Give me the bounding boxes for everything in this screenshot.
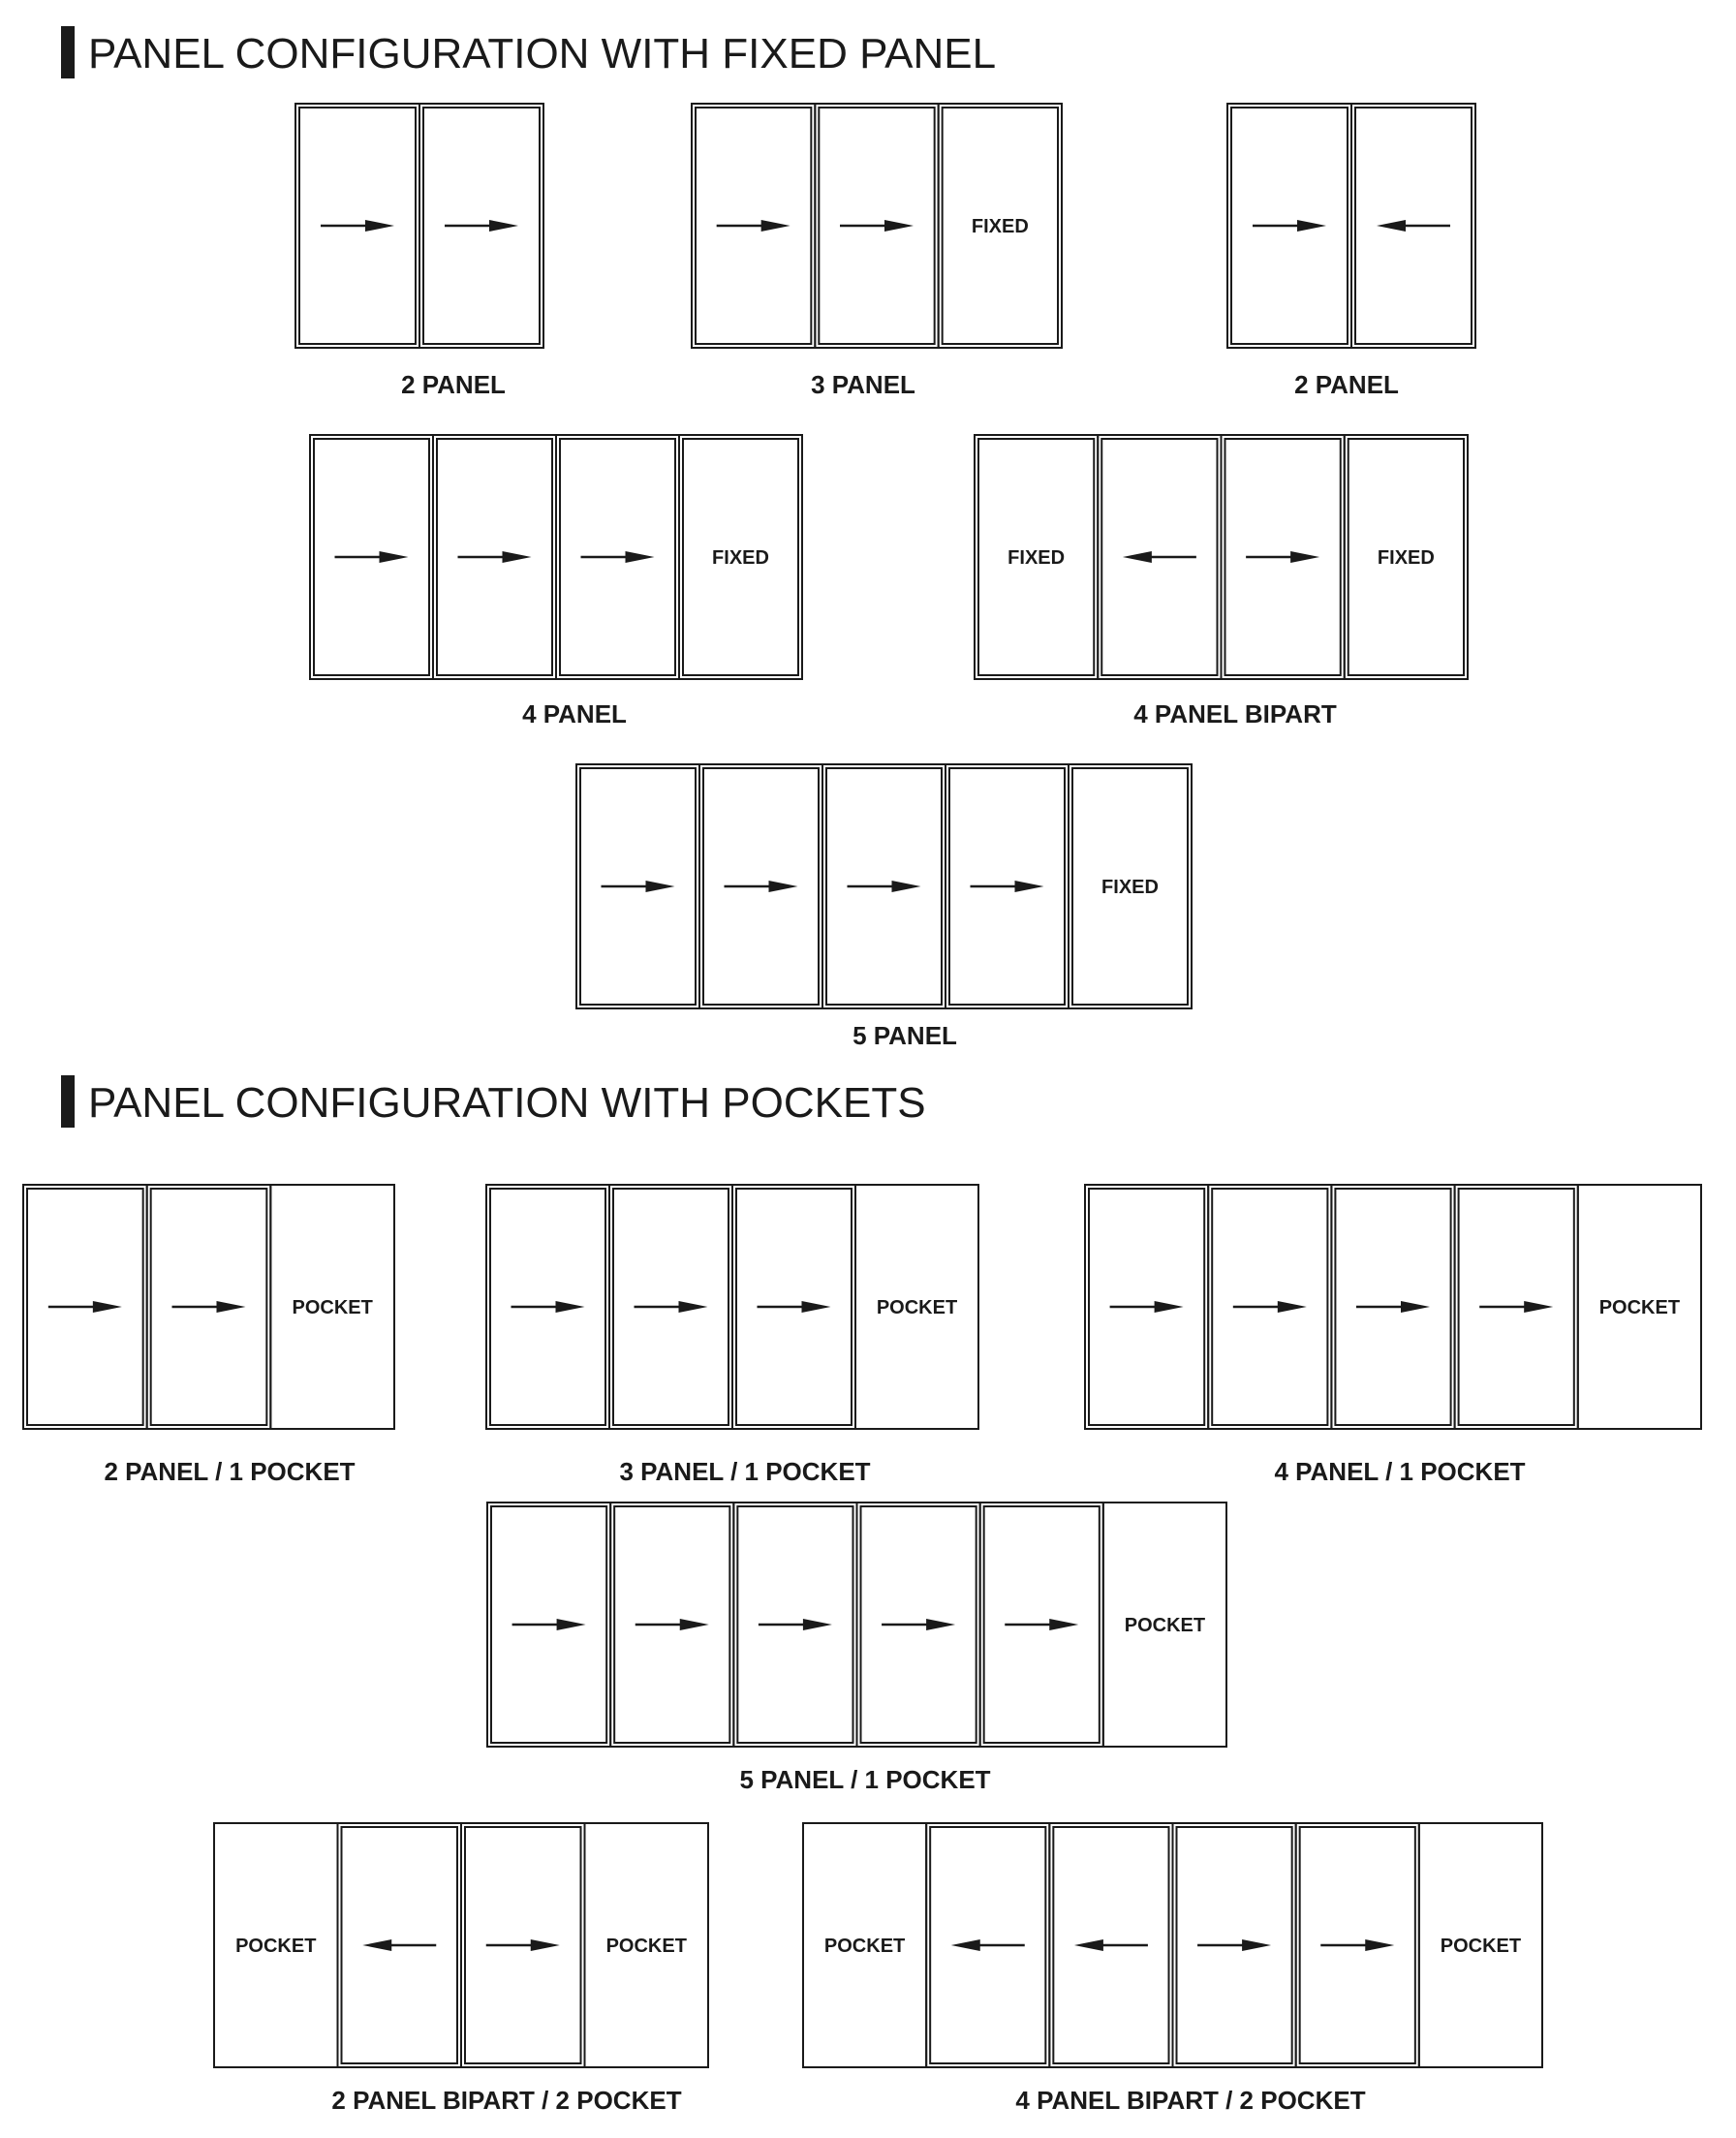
pocket-panel [1103,1503,1226,1747]
sliding-panel [556,435,679,679]
slide-right-arrow-icon [1246,551,1319,563]
door-config [310,435,802,679]
door-config [23,1185,394,1429]
slide-right-arrow-icon [848,881,921,892]
door-config [487,1503,1226,1747]
sliding-panel [23,1185,147,1429]
slide-right-arrow-icon [758,1301,831,1313]
slide-right-arrow-icon [717,220,790,232]
door-config [486,1185,978,1429]
fixed-label: FIXED [1101,877,1159,898]
sliding-panel [732,1185,855,1429]
fixed-label: FIXED [1377,547,1435,569]
slide-right-arrow-icon [512,1619,586,1630]
slide-right-arrow-icon [1110,1301,1184,1313]
sliding-panel [1351,104,1475,348]
slide-right-arrow-icon [1197,1939,1271,1951]
pocket-panel [585,1823,709,2067]
slide-right-arrow-icon [335,551,409,563]
pocket-panel [214,1823,338,2067]
slide-right-arrow-icon [321,220,394,232]
slide-right-arrow-icon [1253,220,1326,232]
slide-right-arrow-icon [971,881,1044,892]
sliding-panel [1208,1185,1331,1429]
slide-right-arrow-icon [635,1301,708,1313]
door-config [295,104,543,348]
fixed-panel [679,435,802,679]
config-label: 3 PANEL / 1 POCKET [619,1457,871,1486]
door-config [576,764,1192,1008]
slide-right-arrow-icon [1005,1619,1078,1630]
sliding-panel [692,104,815,348]
door-config [975,435,1468,679]
fixed-panel [1069,764,1192,1008]
pocket-label: POCKET [823,1936,906,1957]
sliding-panel [310,435,433,679]
fixed-panel [1345,435,1468,679]
sliding-panel [815,104,938,348]
fixed-label: FIXED [1008,547,1066,569]
sliding-panel [733,1503,856,1747]
sliding-panel [295,104,419,348]
config-label: 4 PANEL [522,699,627,728]
config-label: 2 PANEL [401,370,506,399]
slide-left-arrow-icon [951,1939,1025,1951]
sliding-panel [980,1503,1103,1747]
fixed-label: FIXED [712,547,769,569]
slide-right-arrow-icon [725,881,798,892]
door-config [1085,1185,1701,1429]
slide-right-arrow-icon [581,551,655,563]
section-title-fixed: PANEL CONFIGURATION WITH FIXED PANEL [88,30,997,77]
section-title-pockets: PANEL CONFIGURATION WITH POCKETS [88,1079,926,1127]
sliding-panel [1049,1823,1172,2067]
slide-right-arrow-icon [486,1939,560,1951]
door-config [692,104,1062,348]
config-label: 4 PANEL / 1 POCKET [1274,1457,1526,1486]
pocket-label: POCKET [292,1297,373,1318]
sliding-panel [419,104,543,348]
fixed-panel [975,435,1098,679]
sliding-panel [576,764,699,1008]
config-label: 4 PANEL BIPART / 2 POCKET [1015,2086,1366,2115]
slide-right-arrow-icon [445,220,518,232]
sliding-panel [1296,1823,1419,2067]
sliding-panel [338,1823,462,2067]
config-label: 2 PANEL / 1 POCKET [104,1457,356,1486]
slide-right-arrow-icon [48,1301,122,1313]
pocket-label: POCKET [1124,1615,1206,1636]
sliding-panel [699,764,822,1008]
pocket-panel [803,1823,926,2067]
config-label: 5 PANEL [852,1021,957,1050]
pocket-label: POCKET [235,1936,317,1957]
sliding-panel [433,435,556,679]
slide-left-arrow-icon [1377,220,1450,232]
pocket-panel [855,1185,978,1429]
sliding-panel [1227,104,1351,348]
pocket-label: POCKET [605,1936,687,1957]
pocket-panel [1578,1185,1701,1429]
slide-right-arrow-icon [1233,1301,1307,1313]
pocket-panel [1419,1823,1542,2067]
config-label: 4 PANEL BIPART [1133,699,1337,728]
slide-right-arrow-icon [1479,1301,1553,1313]
slide-right-arrow-icon [172,1301,246,1313]
config-label: 2 PANEL [1294,370,1399,399]
sliding-panel [822,764,946,1008]
slide-left-arrow-icon [1123,551,1196,563]
sliding-panel [486,1185,609,1429]
sliding-panel [1331,1185,1454,1429]
sliding-panel [461,1823,585,2067]
fixed-panel [939,104,1062,348]
config-label: 2 PANEL BIPART / 2 POCKET [331,2086,682,2115]
slide-right-arrow-icon [882,1619,955,1630]
sliding-panel [1098,435,1221,679]
config-label: 3 PANEL [811,370,915,399]
slide-right-arrow-icon [636,1619,709,1630]
pocket-label: POCKET [1598,1297,1681,1318]
pocket-panel [270,1185,394,1429]
sliding-panel [1455,1185,1578,1429]
slide-right-arrow-icon [512,1301,585,1313]
sliding-panel [1173,1823,1296,2067]
sliding-panel [926,1823,1049,2067]
sliding-panel [1085,1185,1208,1429]
slide-right-arrow-icon [1356,1301,1430,1313]
fixed-label: FIXED [971,216,1029,237]
sliding-panel [487,1503,610,1747]
config-label: 5 PANEL / 1 POCKET [739,1765,991,1794]
door-config [214,1823,708,2067]
sliding-panel [147,1185,271,1429]
slide-left-arrow-icon [362,1939,436,1951]
slide-right-arrow-icon [458,551,532,563]
pocket-label: POCKET [1440,1936,1522,1957]
sliding-panel [857,1503,980,1747]
slide-right-arrow-icon [759,1619,832,1630]
sliding-panel [1222,435,1345,679]
door-config [803,1823,1542,2067]
slide-right-arrow-icon [602,881,675,892]
sliding-panel [610,1503,733,1747]
sliding-panel [609,1185,732,1429]
slide-left-arrow-icon [1074,1939,1148,1951]
door-config [1227,104,1475,348]
pocket-label: POCKET [876,1297,958,1318]
slide-right-arrow-icon [840,220,914,232]
slide-right-arrow-icon [1320,1939,1394,1951]
sliding-panel [946,764,1069,1008]
